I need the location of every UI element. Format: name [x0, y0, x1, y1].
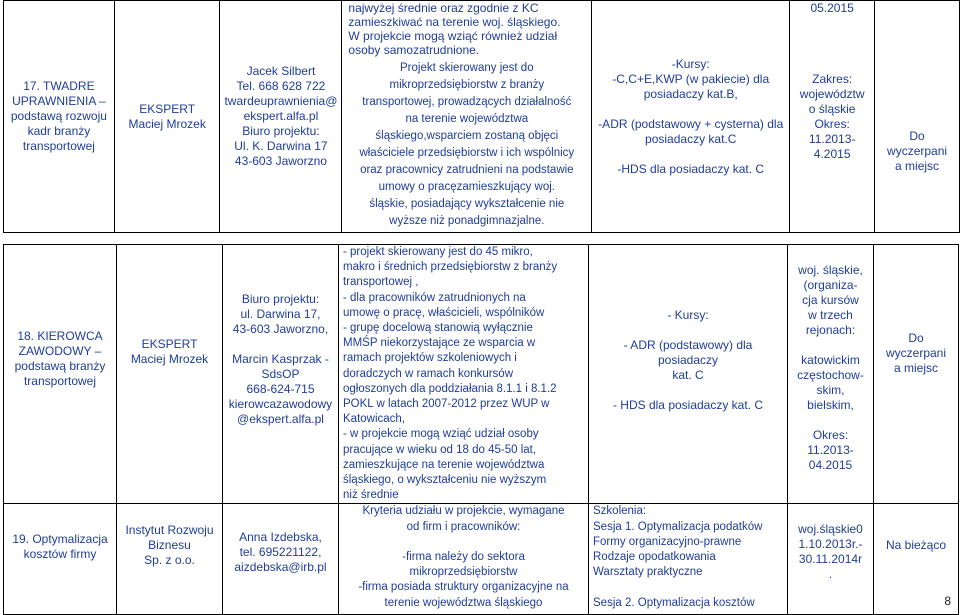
executor: Instytut Rozwoju Biznesu Sp. z o.o.: [117, 504, 223, 615]
project-name: 17. TWADRE UPRAWNIENIA – podstawą rozwoju kadr branży transportowej: [4, 1, 115, 233]
description-main: Projekt skierowany jest do mikroprzedsiębiorstw z branży transportowej, prowadzących działalność na terenie województwa śląskiego,wsparciem zostaną objęci właściciele przedsiębiorstw i ich wspólnicy oraz pracownicy zatrudnieni na podstawie umowy o pracęzamieszkujący woj. śląskie, posiadający wykształcenie nie wyższe niż ponadgimnazjalne.: [359, 62, 575, 227]
page-number: 8: [944, 594, 951, 608]
project-description: - projekt skierowany jest do 45 mikro, makro i średnich przedsiębiorstw z branży transportowej , - dla pracowników zatrudnionych na umowę o pracę, właścicieli, wspólników - grupę docelową stanowią wyłącznie MMŚP niekorzystające ze wsparcia w ramach projektów szkoleniowych i doradczych w ramach konkursów ogłoszonych dla poddziałania 8.1.1 i 8.1.2 POKL w latach 2007-2012 przez WUP w Katowicach, - w projekcie mogą wziąć udział osoby pracujące w wieku od 18 do 45-50 lat, zamieszkujące na terenie województwa śląskiego, o wykształceniu nie wyższym niż średnie: [339, 245, 589, 504]
project-name: 18. KIEROWCA ZAWODOWY – podstawą branży transportowej: [4, 245, 117, 504]
project-name: 19. Optymalizacja kosztów firmy: [4, 504, 117, 615]
scope-period: woj.śląskie0 1.10.2013r.- 30.11.2014r .: [788, 504, 874, 615]
status: Na bieżąco: [874, 504, 959, 615]
project-description: [339, 504, 589, 615]
description-top: najwyżej średnie oraz zgodnie z KC zamieszkiwać na terenie woj. śląskiego. W projekcie mogą wziąć również udział osoby samozatrudnione.: [348, 1, 561, 57]
contact-info: Anna Izdebska, tel. 695221122, aizdebska@irb.pl: [223, 504, 339, 615]
courses: Szkolenia: Sesja 1. Optymalizacja podatków Formy organizacyjno-prawne Rodzaje opodatkowania Warsztaty praktyczne Sesja 2. Optymalizacja kosztów: [589, 504, 788, 615]
contact-info: Jacek Silbert Tel. 668 628 722 twardeuprawnienia@ ekspert.alfa.pl Biuro projektu: Ul. K. Darwina 17 43-603 Jaworzno: [220, 1, 342, 233]
table-row-17: [3, 0, 960, 233]
scope: Zakres: województw o śląskie Okres: 11.2013- 4.2015: [799, 72, 865, 161]
scope-period: [790, 1, 875, 233]
scope-period: woj. śląskie, (organiza- cja kursów w trzech rejonach: katowickim częstochow- skim, bielskim, Okres: 11.2013- 04.2015: [788, 245, 874, 504]
status: Do wyczerpani a miejsc: [875, 1, 960, 233]
courses: -Kursy: -C,C+E,KWP (w pakiecie) dla posiadaczy kat.B, -ADR (podstawowy + cysterna) dla posiadaczy kat.C -HDS dla posiadaczy kat. C: [592, 1, 790, 233]
table-row-19: [4, 504, 959, 615]
status: Do wyczerpani a miejsc: [874, 245, 959, 504]
executor: EKSPERT Maciej Mrozek: [114, 1, 220, 233]
courses: - Kursy: - ADR (podstawowy) dla posiadaczy kat. C - HDS dla posiadaczy kat. C: [589, 245, 788, 504]
contact-info: Biuro projektu: ul. Darwina 17, 43-603 Jaworzno, Marcin Kasprzak - SdsOP 668-624-715 kierowcazawodowy @ekspert.alfa.pl: [223, 245, 339, 504]
criteria-heading: Kryteria udziału w projekcie, wymagane od firm i pracowników: -firma należy do sektora mikroprzedsiębiorstw -firma posiada struktury organizacyjne na terenie województwa śląskiego: [358, 505, 569, 609]
date-top: 05.2015: [810, 1, 854, 15]
project-description: [342, 1, 592, 233]
executor: EKSPERT Maciej Mrozek: [117, 245, 223, 504]
table-row-18: [4, 245, 959, 504]
project-table: [3, 244, 959, 615]
